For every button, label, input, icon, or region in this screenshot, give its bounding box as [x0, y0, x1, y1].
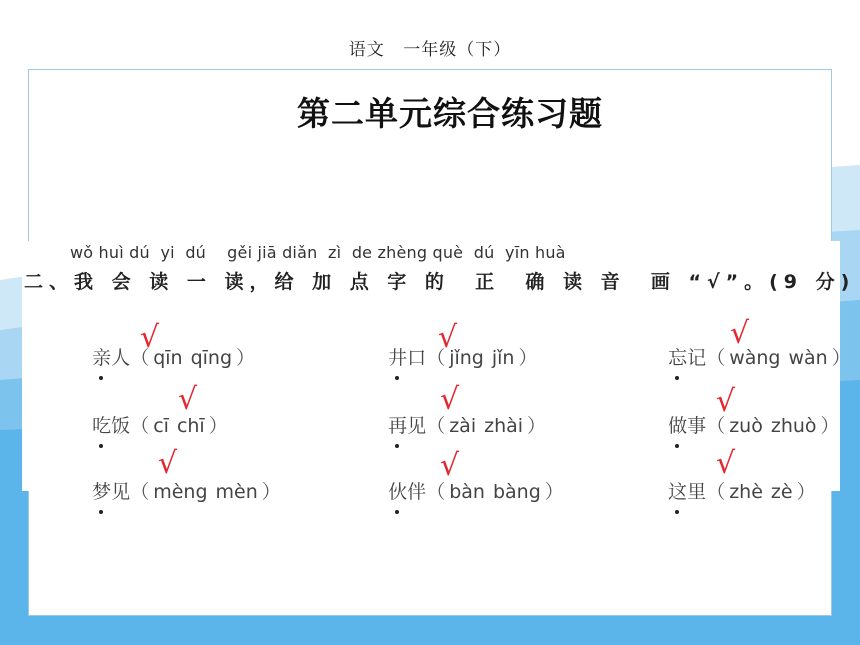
option-b[interactable]: zhài [484, 415, 524, 437]
check-mark: √ [440, 448, 460, 483]
item-wangji: 忘记 （ wàng wàn ） [644, 321, 851, 392]
option-a[interactable]: zhè [729, 481, 763, 503]
option-a[interactable]: zuò [729, 415, 763, 437]
emphasis-dot [675, 376, 679, 380]
word: 做事 [668, 415, 707, 437]
grade-label: 一年级（下） [403, 40, 512, 60]
option-a[interactable]: mèng [153, 481, 208, 503]
option-b[interactable]: mèn [215, 481, 258, 503]
option-a[interactable]: cī [153, 415, 169, 437]
word: 亲人 [92, 347, 131, 369]
page-title: 第二单元综合练习题 [297, 94, 603, 133]
item-zuoshi: 做事 （ zuò zhuò ） [644, 389, 840, 460]
option-a[interactable]: qīn [153, 347, 183, 369]
word: 再见 [388, 415, 427, 437]
option-b[interactable]: zè [770, 481, 793, 503]
subject-grade-label [0, 35, 860, 60]
emphasis-dot [395, 376, 399, 380]
emphasis-dot [99, 510, 103, 514]
option-b[interactable]: wàn [788, 347, 828, 369]
emphasis-dot [675, 510, 679, 514]
emphasis-dot [99, 376, 103, 380]
option-b[interactable]: chī [176, 415, 205, 437]
word: 伙伴 [388, 481, 427, 503]
option-a[interactable]: wàng [729, 347, 781, 369]
option-a[interactable]: zài [449, 415, 477, 437]
item-jingkou: 井口 （ jǐng jǐn ） [364, 321, 538, 392]
option-b[interactable]: bàng [492, 481, 541, 503]
check-mark: √ [438, 320, 458, 355]
instruction-text: 二、我 会 读 一 读，给 加 点 字 的 正 确 读 音 画 “√”。(9 分) [24, 271, 856, 293]
emphasis-dot [395, 444, 399, 448]
item-zheli: 这里 （ zhè zè ） [644, 455, 816, 526]
subject-label: 语文 [348, 40, 385, 60]
check-mark: √ [716, 384, 736, 419]
word: 这里 [668, 481, 707, 503]
word: 梦见 [92, 481, 131, 503]
item-zaijian: 再见 （ zài zhài ） [364, 389, 546, 460]
check-mark: √ [178, 382, 198, 417]
emphasis-dot [395, 510, 399, 514]
option-a[interactable]: jǐng [449, 347, 484, 369]
option-a[interactable]: bàn [449, 481, 485, 503]
check-mark: √ [440, 382, 460, 417]
option-b[interactable]: jǐn [491, 347, 515, 369]
item-qinren: 亲人 （ qīn qīng ） [68, 321, 255, 392]
check-mark: √ [158, 446, 178, 481]
option-b[interactable]: zhuò [770, 415, 817, 437]
item-huoban: 伙伴 （ bàn bàng ） [364, 455, 564, 526]
check-mark: √ [716, 446, 736, 481]
item-chifan: 吃饭 （ cī chī ） [68, 389, 228, 460]
word: 吃饭 [92, 415, 131, 437]
instruction-pinyin: wǒ huì dú yi dú gěi jiā diǎn zì de zhèng què dú yīn huà [70, 243, 566, 262]
item-mengjian: 梦见 （ mèng mèn ） [68, 455, 281, 526]
option-b[interactable]: qīng [190, 347, 233, 369]
word: 井口 [388, 347, 427, 369]
word: 忘记 [668, 347, 707, 369]
check-mark: √ [140, 320, 160, 355]
emphasis-dot [675, 444, 679, 448]
emphasis-dot [99, 444, 103, 448]
check-mark: √ [730, 316, 750, 351]
question-section [22, 241, 856, 503]
